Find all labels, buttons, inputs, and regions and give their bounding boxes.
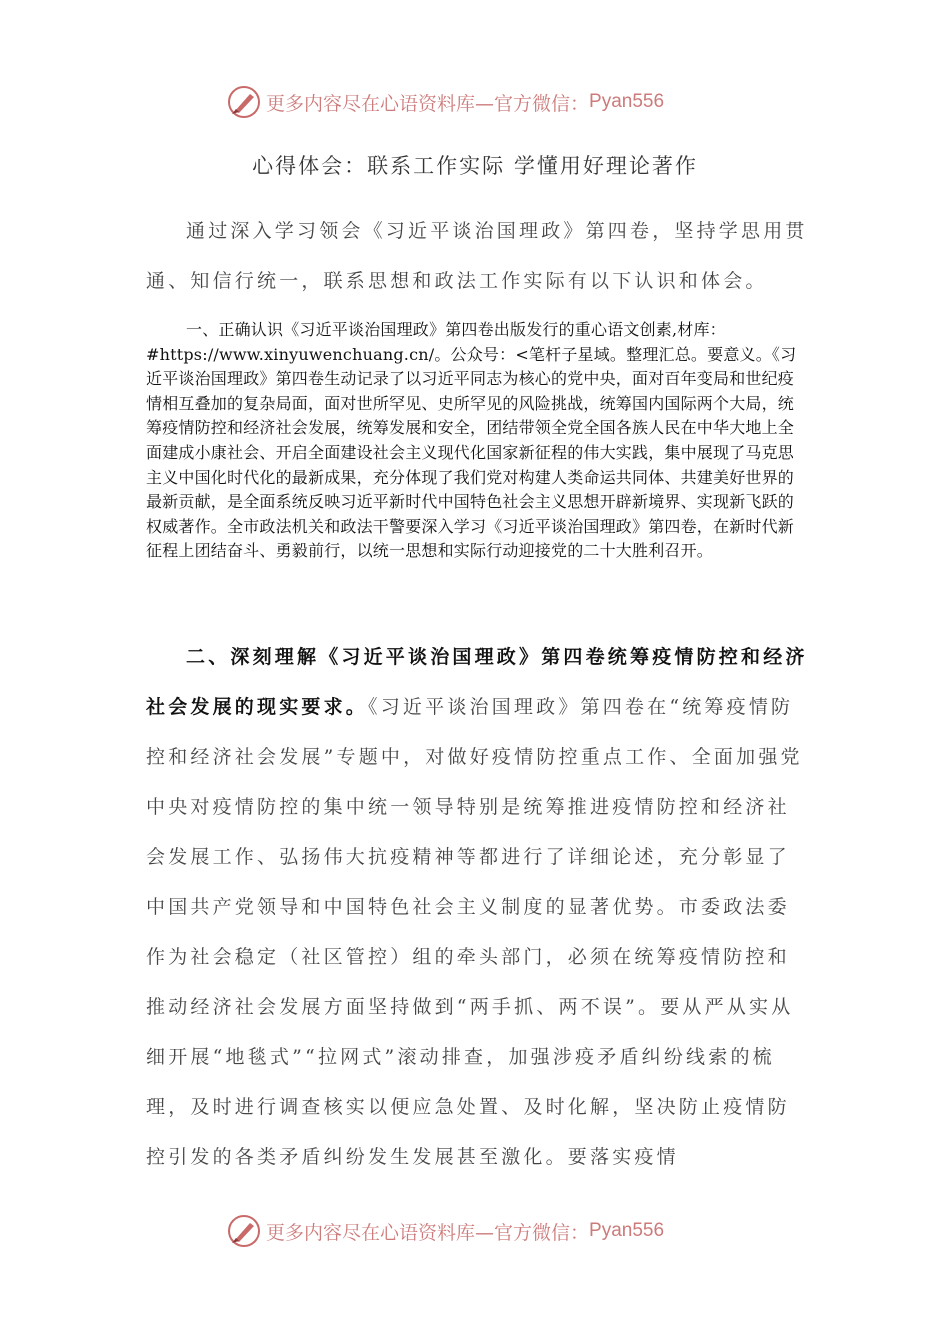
- intro-paragraph: 通过深入学习领会《习近平谈治国理政》第四卷，坚持学思用贯通、知信行统一，联系思想和政法工作实际有以下认识和体会。: [146, 220, 808, 292]
- section-1-paragraph: 一、正确认识《习近平谈治国理政》第四卷出版发行的重心语文创素,材库：#https://www.xinyuwenchuang.cn/。公众号：<笔杆子星域。整理汇总。要意义。《习近平谈治国理政》第四卷生动记录了以习近平同志为核心的党中央，面对百年变局和世纪疫情相互叠加的复杂局面，面对世所罕见、史所罕见的风险挑战，统筹国内国际两个大局，统筹疫情防控和经济社会发展，统筹发展和安全，团结带领全党全国各族人民在中华大地上全面建成小康社会、开启全面建设社会主义现代化国家新征程的伟大实践，集中展现了马克思主义中国化时代化的最新成果，充分体现了我们党对构建人类命运共同体、共建美好世界的最新贡献，是全面系统反映习近平新时代中国特色社会主义思想开辟新境界、实现新飞跃的权威著作。全市政法机关和政法干警要深入学习《习近平谈治国理政》第四卷，在新时代新征程上团结奋斗、勇毅前行，以统一思想和实际行动迎接党的二十大胜利召开。: [146, 320, 797, 561]
- section-2-body: 《习近平谈治国理政》第四卷在“统筹疫情防控和经济社会发展”专题中，对做好疫情防控重点工作、全面加强党中央对疫情防控的集中统一领导特别是统筹推进疫情防控和经济社会发展工作、弘扬伟大抗疫精神等都进行了详细论述，充分彰显了中国共产党领导和中国特色社会主义制度的显著优势。市委政法委作为社会稳定（社区管控）组的牵头部门，必须在统筹疫情防控和推动经济社会发展方面坚持做到“两手抓、两不误”。要从严从实从细开展“地毯式”“拉网式”滚动排查，加强涉疫矛盾纠纷线索的梳理，及时进行调查核实以便应急处置、及时化解，坚决防止疫情防控引发的各类矛盾纠纷发生发展甚至激化。要落实疫情: [146, 696, 803, 1168]
- watermark-text: 更多内容尽在心语资料库—官方微信：: [266, 92, 590, 115]
- document-title: 心得体会：联系工作实际 学懂用好理论著作: [252, 154, 698, 178]
- pen-logo-icon: [226, 1213, 262, 1249]
- watermark-banner-top: [226, 82, 746, 122]
- section-2-paragraph: [146, 632, 808, 1182]
- section-2-heading: 二、深刻理解《习近平谈治国理政》第四卷统筹疫情防控和经济社会发展的现实要求。: [146, 646, 808, 718]
- watermark-handle: Pyan556: [589, 1220, 665, 1241]
- watermark-text: 更多内容尽在心语资料库—官方微信：: [266, 1221, 590, 1244]
- watermark-handle: Pyan556: [589, 91, 665, 112]
- pen-logo-icon: [226, 84, 262, 120]
- watermark-banner-bottom: [226, 1211, 746, 1251]
